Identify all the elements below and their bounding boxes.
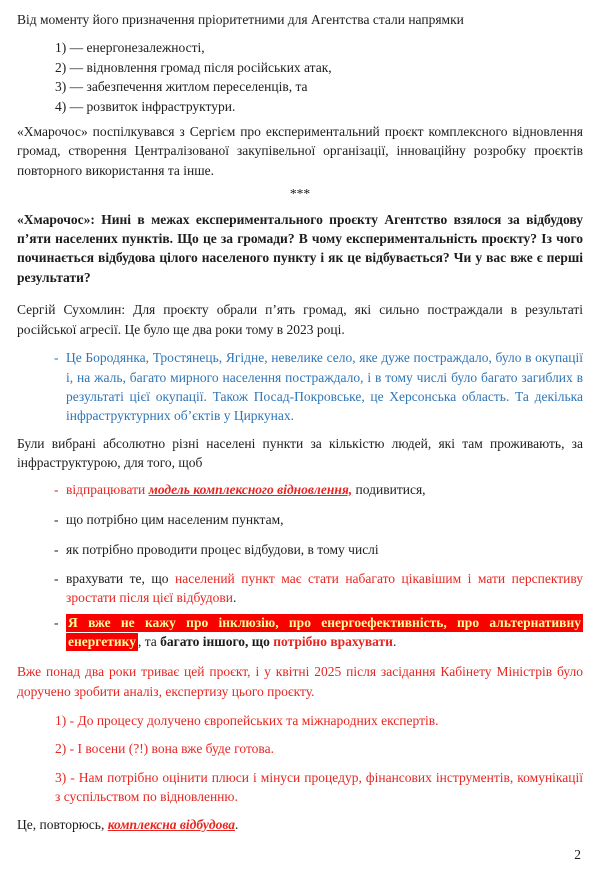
closing-pre-text: Це, повторюсь, bbox=[17, 816, 108, 832]
expert-item: 2) - І восени (?!) вона вже буде готова. bbox=[55, 740, 274, 756]
model-bullet bbox=[17, 480, 583, 499]
closing-post-text: . bbox=[235, 816, 239, 832]
growth-bullet bbox=[17, 569, 583, 608]
bullet-dash: - bbox=[54, 542, 59, 558]
model-pre-text: відпрацювати bbox=[66, 481, 149, 497]
page-number: 2 bbox=[574, 847, 581, 862]
section-divider: *** bbox=[289, 186, 311, 202]
priority-item: 1) — енергонезалежності, bbox=[55, 40, 205, 56]
process-bullet bbox=[17, 540, 583, 559]
inclusion-end-text: . bbox=[392, 633, 397, 649]
intro-paragraph: Від моменту його призначення пріоритетними для Агентства стали напрямки bbox=[17, 12, 464, 27]
highlight-text: Я вже не кажу про інклюзію, про енергоефективність, про альтернативну енергетику bbox=[68, 614, 581, 649]
growth-post-text: . bbox=[233, 590, 237, 606]
priority-item: 4) — розвиток інфраструктури. bbox=[55, 98, 236, 114]
needs-text: що потрібно цим населеним пунктам, bbox=[66, 511, 284, 527]
process-text: як потрібно проводити процес відбудови, в тому числі bbox=[66, 542, 379, 558]
growth-pre-text: врахувати те, що bbox=[66, 570, 175, 586]
growth-red-text: населений пункт має стати набагато цікавішим і мати перспективу зростати після цієї відбудови bbox=[66, 570, 583, 606]
communities-text: Це Бородянка, Тростянець, Ягідне, невелике село, яке дуже постраждало, було в окупації і, на жаль, багато мирного населення постраждало, і в тому числі було багато загиблих в результаті цієї окупації. Також Посад-Покровське, це Херсонська область. Та декілька інфраструктурних об’єктів у Циркунах. bbox=[66, 350, 583, 424]
expert-item: 3) - Нам потрібно оцінити плюси і мінуси процедур, фінансових інструментів, комунікації з суспільством по відновленню. bbox=[55, 770, 583, 805]
timeline-paragraph: Вже понад два роки триває цей проєкт, і у квітні 2025 після засідання Кабінету Міністрів було доручено зробити аналіз, експертизу цього проєкту. bbox=[17, 664, 583, 699]
model-post-text: подивитися, bbox=[352, 481, 426, 497]
needs-bullet bbox=[17, 510, 583, 529]
bullet-dash: - bbox=[54, 481, 59, 497]
priority-list bbox=[17, 38, 583, 116]
rebuild-link[interactable]: комплексна відбудова bbox=[107, 816, 236, 832]
priority-item: 2) — відновлення громад після російських атак, bbox=[55, 59, 332, 75]
bullet-dash: - bbox=[54, 614, 59, 630]
selection-paragraph: Були вибрані абсолютно різні населені пункти за кількістю людей, які там проживають, за інфраструктурою, для того, щоб bbox=[17, 435, 583, 471]
bullet-dash: - bbox=[54, 350, 59, 366]
answer-paragraph: Сергій Сухомлин: Для проєкту обрали п’ять громад, які сильно постраждали в результаті російської агресії. Це було ще два роки тому в 2023 році. bbox=[17, 302, 583, 337]
expert-list bbox=[17, 711, 583, 807]
bullet-dash: - bbox=[54, 570, 59, 586]
inclusion-bold-text: багато іншого, що bbox=[160, 633, 274, 649]
model-link[interactable]: модель комплексного відновлення, bbox=[148, 481, 353, 497]
inclusion-bullet bbox=[17, 613, 583, 652]
bullet-dash: - bbox=[54, 511, 59, 527]
priority-item: 3) — забезпечення житлом переселенців, та bbox=[55, 79, 308, 95]
interviewer-question: «Хмарочос»: Нині в межах експериментального проєкту Агентство взялося за відбудову п’яти населених пунктів. Що це за громади? В чому експериментальність проєкту? Із чого починається відбудова цілого населеного пункту і як це відбувається? Чи у вас вже є перші результати? bbox=[17, 211, 583, 285]
expert-item: 1) - До процесу долучено європейських та міжнародних експертів. bbox=[55, 713, 439, 729]
inclusion-mid-text: , та bbox=[137, 633, 161, 649]
inclusion-red-bold-text: потрібно врахувати bbox=[273, 633, 393, 649]
about-paragraph: «Хмарочос» поспілкувався з Сергієм про експериментальний проєкт комплексного відновлення громад, створення Централізованої закупівельної організації, інноваційну розробку проєктів повторного використання та інше. bbox=[17, 124, 583, 178]
closing-paragraph bbox=[17, 815, 583, 834]
communities-bullet bbox=[17, 348, 583, 426]
